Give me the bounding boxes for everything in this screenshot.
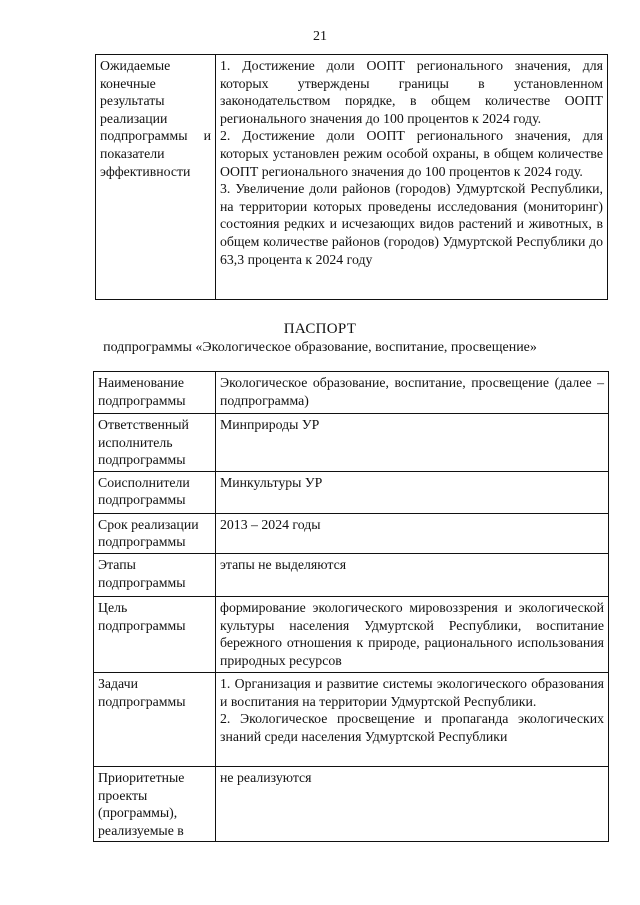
list-item: 1. Достижение доли ООПТ регионального значения, для которых утверждены границы в установленном законодательством порядке, в общем количестве ООПТ регионального значения до 100 процентов к 2024 году. bbox=[220, 58, 603, 126]
row-label: Наименование подпрограммы bbox=[94, 372, 216, 414]
passport-table bbox=[93, 371, 609, 842]
list-item: 2. Достижение доли ООПТ регионального значения, для которых установлен режим особой охраны, в общем количестве ООПТ регионального значения до 100 процентов к 2024 году. bbox=[220, 128, 603, 179]
list-item: 2. Экологическое просвещение и пропаганда экологических знаний среди населения Удмуртской Республики bbox=[220, 711, 604, 744]
table-row bbox=[94, 596, 609, 672]
row-label: Цель подпрограммы bbox=[94, 596, 216, 672]
row-value: Минкультуры УР bbox=[216, 471, 609, 513]
passport-subtitle: подпрограммы «Экологическое образование, воспитание, просвещение» bbox=[103, 340, 537, 355]
table-row bbox=[94, 372, 609, 414]
table-row bbox=[94, 471, 609, 513]
page-number: 21 bbox=[313, 29, 327, 44]
row-label: Соисполнители подпрограммы bbox=[94, 471, 216, 513]
row-label: Этапы подпрограммы bbox=[94, 553, 216, 596]
row-label: Ожидаемые конечные результаты реализации подпрограммы и показатели эффективности bbox=[96, 55, 216, 300]
row-value: 2013 – 2024 годы bbox=[216, 513, 609, 553]
table-row bbox=[94, 553, 609, 596]
table-row bbox=[94, 766, 609, 841]
row-value: этапы не выделяются bbox=[216, 553, 609, 596]
row-value bbox=[216, 55, 608, 300]
list-item: 3. Увеличение доли районов (городов) Удмуртской Республики, на территории которых проведены исследования (мониторинг) состояния редких и исчезающих видов растений и животных, в общем количестве районов (городов) Удмуртской Республики до 63,3 процента к 2024 году bbox=[220, 181, 603, 267]
table-row bbox=[94, 672, 609, 766]
row-value: Минприроды УР bbox=[216, 414, 609, 472]
row-value: не реализуются bbox=[216, 766, 609, 841]
row-value: Экологическое образование, воспитание, просвещение (далее – подпрограмма) bbox=[216, 372, 609, 414]
table-row bbox=[94, 513, 609, 553]
table-row bbox=[94, 414, 609, 472]
row-label: Задачи подпрограммы bbox=[94, 672, 216, 766]
list-item: 1. Организация и развитие системы экологического образования и воспитания на территории Удмуртской Республики. bbox=[220, 675, 604, 709]
table-row bbox=[96, 55, 608, 300]
row-value: формирование экологического мировоззрения и экологической культуры населения Удмуртской Республики, воспитание бережного отношения к природе, рационального использования природных ресурсов bbox=[216, 596, 609, 672]
row-label: Ответственный исполнитель подпрограммы bbox=[94, 414, 216, 472]
expected-results-table bbox=[95, 54, 608, 300]
row-label: Приоритетные проекты (программы), реализуемые в bbox=[94, 766, 216, 841]
passport-title: ПАСПОРТ bbox=[283, 321, 357, 337]
row-label: Срок реализации подпрограммы bbox=[94, 513, 216, 553]
row-value bbox=[216, 672, 609, 766]
